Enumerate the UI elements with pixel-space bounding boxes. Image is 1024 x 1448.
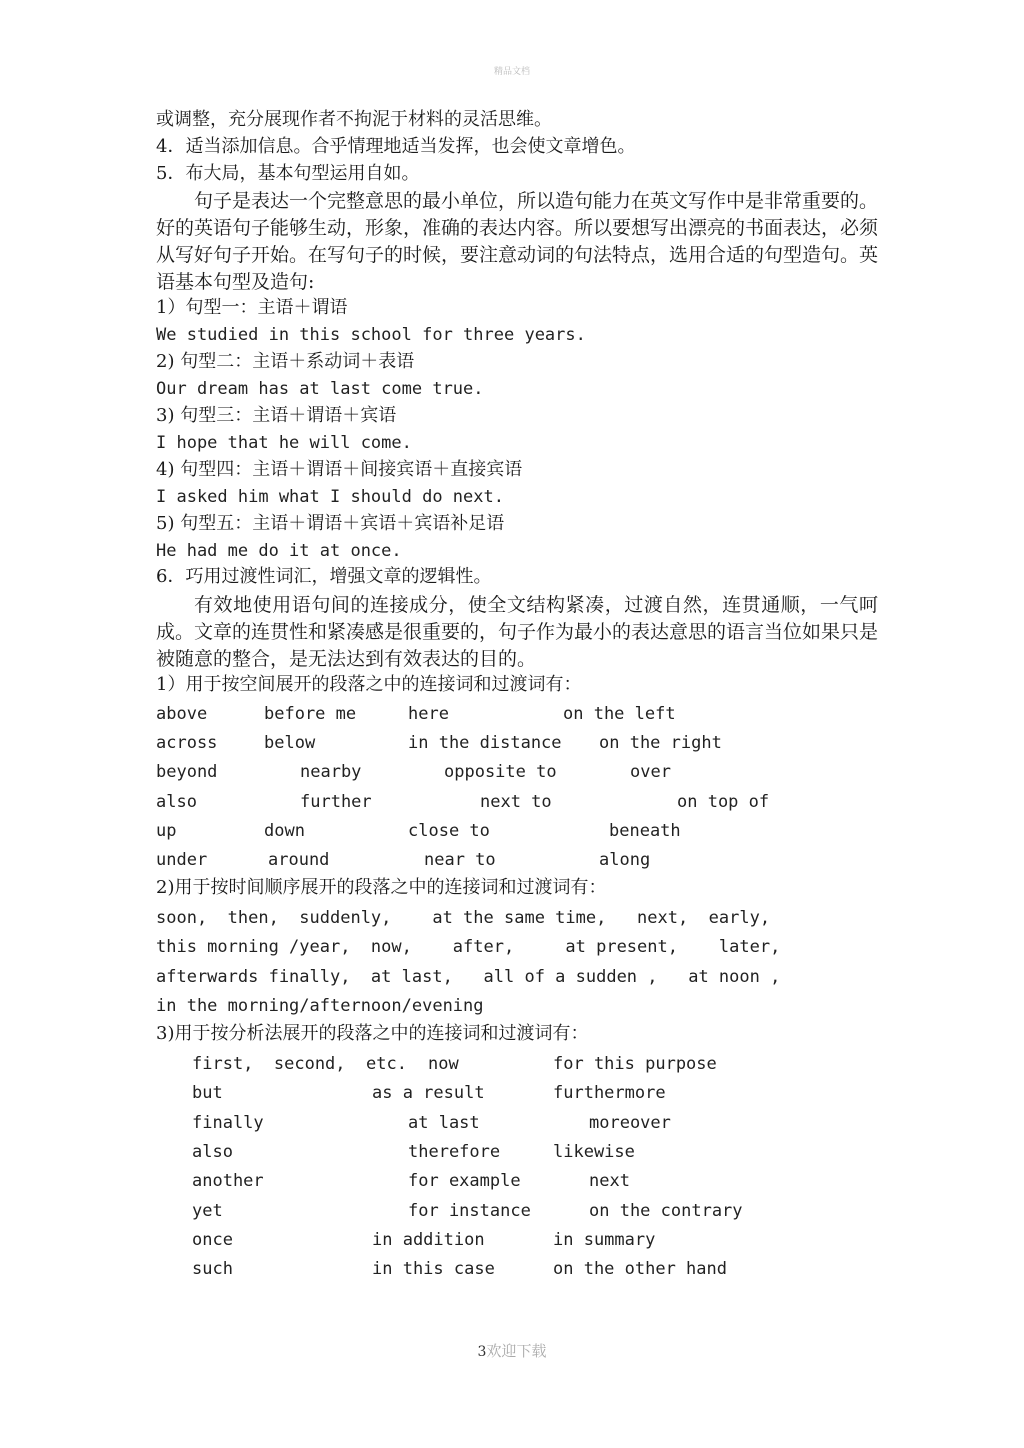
pattern-1-label: 1）句型一：主语＋谓语 <box>156 297 348 318</box>
analysis-word: but <box>192 1083 223 1103</box>
analysis-word: in this case <box>372 1259 495 1279</box>
pattern-2-label: 2) 句型二：主语＋系动词＋表语 <box>156 351 415 372</box>
space-word: down <box>264 821 305 841</box>
space-word: above <box>156 704 208 724</box>
pattern-3-label: 3) 句型三：主语＋谓语＋宾语 <box>156 405 397 426</box>
space-word: over <box>630 762 671 782</box>
time-line: soon, then, suddenly, at the same time, next, early, <box>156 908 771 928</box>
analysis-word: likewise <box>553 1142 635 1162</box>
analysis-word: for instance <box>408 1201 531 1221</box>
analysis-word: at last <box>408 1113 480 1133</box>
time-line: in the morning/afternoon/evening <box>156 996 484 1016</box>
analysis-word: furthermore <box>553 1083 666 1103</box>
space-word: on top of <box>677 792 770 812</box>
space-heading: 1）用于按空间展开的段落之中的连接词和过渡词有： <box>156 674 582 695</box>
time-line: afterwards finally, at last, all of a sudden , at noon , <box>156 967 781 987</box>
space-word: next to <box>480 792 552 812</box>
space-word: below <box>264 733 316 753</box>
analysis-heading: 3)用于按分析法展开的段落之中的连接词和过渡词有： <box>156 1023 589 1044</box>
pattern-5-label: 5) 句型五：主语＋谓语＋宾语＋宾语补足语 <box>156 513 505 534</box>
analysis-word: for this purpose <box>553 1054 717 1074</box>
space-word: in the distance <box>408 733 562 753</box>
pattern-4-example: I asked him what I should do next. <box>156 487 504 507</box>
text-line-3: 5．布大局，基本句型运用自如。 <box>156 163 420 184</box>
analysis-word: once <box>192 1230 233 1250</box>
space-word: opposite to <box>444 762 557 782</box>
analysis-word: first, second, etc. <box>192 1054 407 1074</box>
pattern-2-example: Our dream has at last come true. <box>156 379 484 399</box>
analysis-word: as a result <box>372 1083 485 1103</box>
space-word: under <box>156 850 208 870</box>
analysis-word: therefore <box>408 1142 501 1162</box>
space-word: around <box>268 850 330 870</box>
analysis-word: moreover <box>589 1113 671 1133</box>
analysis-word: yet <box>192 1201 223 1221</box>
analysis-word: another <box>192 1171 264 1191</box>
analysis-word: finally <box>192 1113 264 1133</box>
space-word: here <box>408 704 449 724</box>
analysis-word: in summary <box>553 1230 656 1250</box>
text-line-2: 4．适当添加信息。合乎情理地适当发挥，也会使文章增色。 <box>156 136 636 157</box>
time-heading: 2)用于按时间顺序展开的段落之中的连接词和过渡词有： <box>156 877 607 898</box>
analysis-word: in addition <box>372 1230 485 1250</box>
pattern-3-example: I hope that he will come. <box>156 433 412 453</box>
pattern-5-example: He had me do it at once. <box>156 541 402 561</box>
space-word: near to <box>424 850 496 870</box>
page-header: 精品文档 <box>493 67 530 77</box>
pattern-4-label: 4) 句型四：主语＋谓语＋间接宾语＋直接宾语 <box>156 459 523 480</box>
space-word: on the left <box>563 704 676 724</box>
analysis-word: next <box>589 1171 630 1191</box>
analysis-word: on the contrary <box>589 1201 743 1221</box>
space-word: close to <box>408 821 490 841</box>
analysis-word: such <box>192 1259 233 1279</box>
page-number: 3 <box>477 1344 487 1360</box>
paragraph-sentences: 句子是表达一个完整意思的最小单位，所以造句能力在英文写作中是非常重要的。好的英语句子能够生动，形象，准确的表达内容。所以要想写出漂亮的书面表达，必须从写好句子开始。在写句子的时候，要注意动词的句法特点，选用合适的句型造句。英语基本句型及造句: <box>156 190 879 293</box>
space-word: on the right <box>599 733 722 753</box>
analysis-word: now <box>428 1054 459 1074</box>
analysis-word: also <box>192 1142 233 1162</box>
analysis-word: on the other hand <box>553 1259 727 1279</box>
text-line-1: 或调整，充分展现作者不拘泥于材料的灵活思维。 <box>156 109 552 130</box>
analysis-word: for example <box>408 1171 521 1191</box>
space-word: beyond <box>156 762 218 782</box>
time-line: this morning /year, now, after, at present, later, <box>156 937 781 957</box>
point-6: 6．巧用过渡性词汇，增强文章的逻辑性。 <box>156 566 492 587</box>
space-word: before me <box>264 704 357 724</box>
space-word: further <box>300 792 372 812</box>
space-word: across <box>156 733 218 753</box>
pattern-1-example: We studied in this school for three years. <box>156 325 586 345</box>
space-word: nearby <box>300 762 362 782</box>
space-word: beneath <box>609 821 681 841</box>
page-footer <box>0 1340 1024 1361</box>
space-word: up <box>156 821 177 841</box>
paragraph-transitions: 有效地使用语句间的连接成分，使全文结构紧凑，过渡自然，连贯通顺，一气呵成。文章的连贯性和紧凑感是很重要的，句子作为最小的表达意思的语言当位如果只是被随意的整合，是无法达到有效表达的目的。 <box>156 594 879 670</box>
space-word: along <box>599 850 651 870</box>
footer-text: 欢迎下载 <box>486 1342 547 1360</box>
space-word: also <box>156 792 197 812</box>
